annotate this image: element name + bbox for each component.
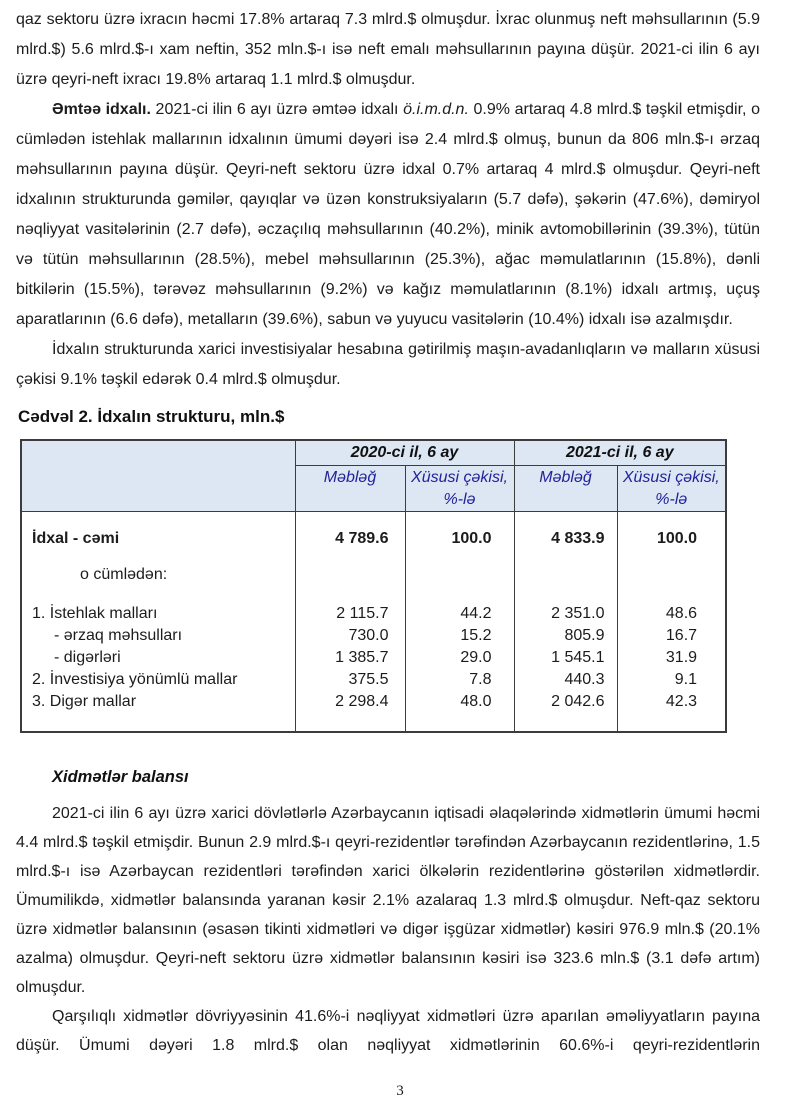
paragraph-transport-services: Qarşılıqlı xidmətlər dövriyyəsinin 41.6%-i nəqliyyat xidmətləri üzrə aparılan əməliyyatların payına düşür. Ümumi dəyəri 1.8 mlrd.$ olan nəqliyyat xidmətlərinin 60.6%-i qeyri-rezidentlərin: [16, 1007, 760, 1054]
amount-2021-cell: [514, 511, 617, 732]
column-group-2020: 2020-ci il, 6 ay: [295, 440, 514, 465]
paragraph-text: 0.9% artaraq 4.8 mlrd.$ təşkil etmişdir, o cümlədən istehlak mallarının idxalının ümumi dəyəri isə 2.4 mlrd.$ olmuş, bunun da 806 mln.$-ı ərzaq məhsullarının payına düşür. Qeyri-neft sektoru üzrə idxal 0.7% artaraq 4 mlrd.$ olmuşdur. Qeyri-neft idxalının strukturunda gəmilər, qayıqlar və üzən konstruksiyaların (5.7 dəfə), şəkərin (47.6%), dəmiryol nəqliyyat vasitələrinin (2.7 dəfə), əczaçılıq məhsullarının (40.2%), minik avtomobillərinin (39.3%), tütün və tütün məhsullarının (28.5%), mebel məhsullarının (25.3%), ağac məmulatlarının (15.8%), dənli bitkilərin (15.5%), tərəvəz məhsullarının (9.2%) və kağız məmulatlarının (8.1%) idxalı artmış, uçuş aparatlarının (6.6 dəfə), metalların (39.6%), sabun və yuyucu vasitələrin (10.4%) idxalı isə azalmışdır.: [16, 101, 760, 328]
spacer: [618, 550, 726, 564]
paragraph-import-structure: İdxalın strukturunda xarici investisiyalar hesabına gətirilmiş maşın-avadanlıqların və malların xüsusi çəkisi 9.1% təşkil edərək 0.4 mlrd.$ olmuşdur.: [16, 341, 760, 388]
share-2021-cell: [617, 511, 726, 732]
paragraph-services-balance: 2021-ci ilin 6 ayı üzrə xarici dövlətlərlə Azərbaycanın iqtisadi əlaqələrində xidmətlərin ümumi həcmi 4.4 mlrd.$ təşkil etmişdir. Bunun 2.9 mlrd.$-ı qeyri-rezidentlər tərəfindən Azərbaycanın rezidentlərinə, 1.5 mlrd.$-ı isə Azərbaycan rezidentləri tərəfindən xarici ölkələrin rezidentlərinə göstərilən xidmətlərdir. Ümumilikdə, xidmətlər balansında yaranan kəsir 2.1% azalaraq 1.3 mlrd.$ olmuşdur. Neft-qaz sektoru üzrə xidmətlər balansının (əsasən tikinti xidmətləri və digər işgüzar xidmətlər) kəsiri 976.9 mln.$ (20.1% azalma) olmuşdur. Qeyri-neft sektoru üzrə xidmətlər balansının kəsiri isə 323.6 mln.$ (3.1 dəfə artım) olmuşdur.: [16, 804, 760, 996]
table-value: 15.2: [460, 626, 492, 644]
table-value: 44.2: [460, 604, 492, 622]
row-label-total: İdxal - cəmi: [32, 529, 120, 547]
table-value: 31.9: [665, 648, 698, 666]
subheader-amount-2021: Məbləğ: [514, 465, 617, 511]
spacer: [22, 550, 295, 564]
table-value: 7.8: [469, 670, 492, 688]
row-label-including: o cümlədən:: [80, 565, 168, 583]
table-value: 42.3: [665, 692, 698, 710]
table-value: 100.0: [451, 529, 492, 547]
table-year-header-row: [21, 440, 726, 465]
row-label-food-products: - ərzaq məhsulları: [54, 626, 183, 644]
table-value: [618, 564, 726, 586]
row-label-investment-goods: 2. İnvestisiya yönümlü mallar: [32, 670, 238, 688]
table-body-row: [21, 511, 726, 732]
table-value: 48.6: [665, 604, 698, 622]
table-value: 2 351.0: [551, 604, 605, 622]
spacer: [618, 586, 726, 603]
spacer: [515, 550, 617, 564]
table-value: [296, 564, 405, 586]
table-value: 29.0: [460, 648, 492, 666]
subheader-share-2021: Xüsusi çəkisi, %-lə: [617, 465, 726, 511]
subheader-share-2020: Xüsusi çəkisi, %-lə: [405, 465, 514, 511]
abbreviation-italic: ö.i.m.d.n.: [403, 101, 469, 118]
subheader-amount-2020: Məbləğ: [295, 465, 405, 511]
row-label-others: - digərləri: [54, 648, 121, 666]
share-2020-cell: [405, 511, 514, 732]
table-value: 730.0: [348, 626, 389, 644]
imports-structure-table: [20, 439, 727, 733]
page-number: 3: [396, 1083, 404, 1099]
row-labels-cell: [21, 511, 295, 732]
table-value: 2 298.4: [335, 692, 389, 710]
table-value: 1 545.1: [551, 648, 605, 666]
table-value: 48.0: [460, 692, 492, 710]
row-label-consumer-goods: 1. İstehlak malları: [32, 604, 158, 622]
table-value: [406, 564, 514, 586]
table-value: 1 385.7: [335, 648, 389, 666]
paragraph-text: 2021-ci ilin 6 ayı üzrə əmtəə idxalı: [150, 101, 404, 118]
table-value: 375.5: [348, 670, 389, 688]
spacer: [406, 586, 514, 603]
paragraph-export-continued: qaz sektoru üzrə ixracın həcmi 17.8% artaraq 7.3 mlrd.$ olmuşdur. İxrac olunmuş neft məhsullarının (5.9 mlrd.$) 5.6 mlrd.$-ı xam neftin, 352 mln.$-ı isə neft emalı məhsullarının payına düşür. 2021-ci ilin 6 ayı üzrə qeyri-neft ixracı 19.8% artaraq 1.1 mlrd.$ olmuşdur.: [16, 11, 760, 88]
amount-2020-cell: [295, 511, 405, 732]
table-value: 9.1: [674, 670, 698, 688]
table-value: 440.3: [564, 670, 605, 688]
spacer: [515, 586, 617, 603]
spacer: [406, 550, 514, 564]
table-value: [515, 564, 617, 586]
table-value: 4 833.9: [551, 529, 605, 547]
table-value: 16.7: [665, 626, 698, 644]
table-caption: Cədvəl 2. İdxalın strukturu, mln.$: [18, 407, 285, 426]
page-content: [16, 5, 760, 1060]
paragraph-commodity-imports: [16, 95, 760, 335]
spacer: [22, 586, 295, 603]
spacer: [296, 550, 405, 564]
table-value: 2 042.6: [551, 692, 605, 710]
table-corner-cell: [21, 440, 295, 511]
spacer: [296, 586, 405, 603]
column-group-2021: 2021-ci il, 6 ay: [514, 440, 726, 465]
table-value: 4 789.6: [335, 529, 389, 547]
row-label-other-goods: 3. Digər mallar: [32, 692, 137, 710]
paragraph-lead-bold: Əmtəə idxalı.: [52, 101, 151, 118]
table-value: 805.9: [564, 626, 605, 644]
section-heading-services-balance: Xidmətlər balansı: [52, 767, 189, 786]
table-value: 100.0: [656, 529, 698, 547]
table-value: 2 115.7: [336, 604, 389, 622]
